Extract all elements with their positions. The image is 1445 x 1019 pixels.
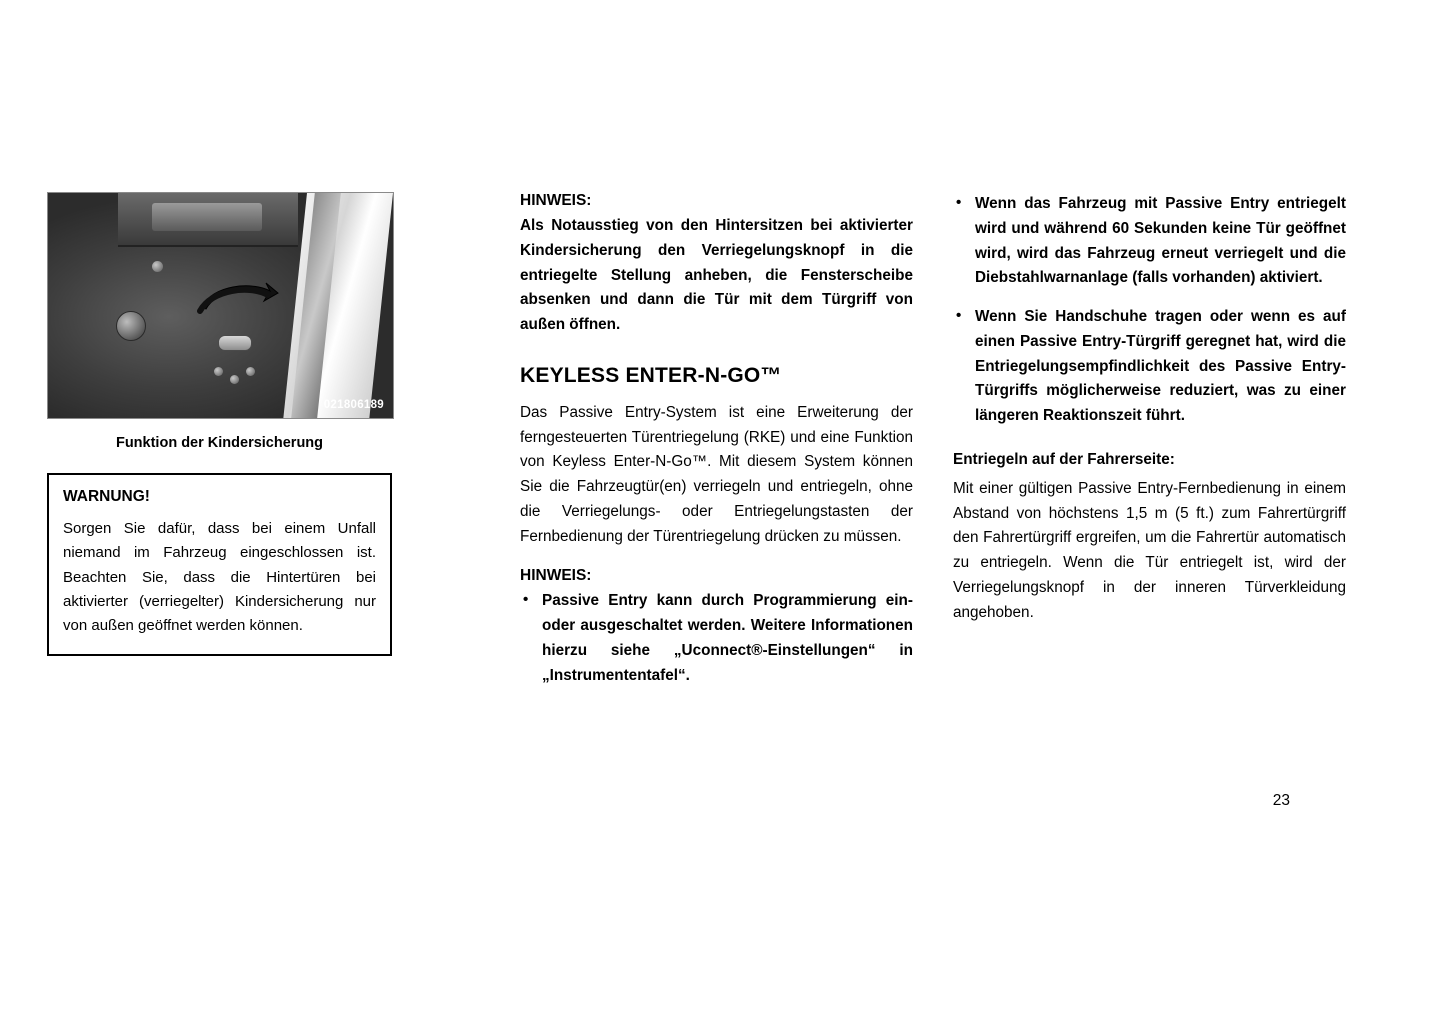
- page-columns: [47, 192, 1387, 688]
- column-left: [47, 192, 440, 688]
- note-label-2: HINWEIS:: [520, 567, 592, 585]
- detail-dot-icon: [152, 261, 163, 272]
- figure-caption: Funktion der Kindersicherung: [115, 435, 324, 451]
- note-text-1: Als Notausstieg von den Hintersitzen bei aktivierter Kindersicherung den Verriegelungsknopf in die entriegelte Stellung anheben, die Fensterscheibe absenken und dann die Tür mit dem Türgriff von außen öffnen.: [520, 217, 913, 334]
- lock-knob-icon: [218, 335, 252, 351]
- detail-dot-icon: [246, 367, 255, 376]
- detail-dot-icon: [230, 375, 239, 384]
- detail-dot-icon: [214, 367, 223, 376]
- column-middle: [520, 192, 913, 688]
- list-item: • Passive Entry kann durch Programmierung ein- oder ausgeschaltet werden. Weitere Informationen hierzu siehe „Uconnect®-Einstellungen“ in „Instrumententafel“.: [520, 589, 913, 688]
- rotation-arrow-icon: [194, 277, 280, 319]
- subheading-driver-unlock: Entriegeln auf der Fahrerseite:: [953, 450, 1175, 468]
- figure-code: 021806189: [323, 399, 384, 411]
- section-title-keyless-enter-n-go: KEYLESS ENTER-N-GO™: [520, 363, 782, 387]
- keyless-body-text: Das Passive Entry-System ist eine Erweiterung der ferngesteuerten Türentriegelung (RKE) und eine Funktion von Keyless Enter-N-Go™. Mit diesem System können Sie die Fahrzeugtür(en) verriegeln und entriegeln, ohne die Verriegelungs- oder Entriegelungstasten der Fernbedienung der Türentriegelung drücken zu müssen.: [520, 403, 913, 545]
- driver-unlock-body-text: Mit einer gültigen Passive Entry-Fernbedienung in einem Abstand von höchstens 1,5 m (5 ft.) zum Fahrertürgriff den Fahrertürgriff ergreifen, um die Fahrertür automatisch zu entriegeln. Wenn die Tür entriegelt ist, wird der Verriegelungsknopf in der inneren Türverkleidung angehoben.: [953, 479, 1346, 621]
- page-number: 23: [1272, 792, 1290, 809]
- warning-box: [47, 473, 392, 656]
- child-lock-figure: [47, 192, 394, 419]
- warning-title: WARNUNG!: [63, 488, 150, 505]
- note-label-1: HINWEIS:: [520, 192, 592, 209]
- list-item: • Wenn Sie Handschuhe tragen oder wenn es auf einen Passive Entry-Türgriff geregnet hat, wird die Entriegelungsempfindlichkeit des Passive Entry-Türgriffs möglicherweise reduziert, was zu einer längeren Reaktionszeit führt.: [953, 305, 1346, 429]
- screw-icon: [116, 311, 146, 341]
- warning-text: Sorgen Sie dafür, dass bei einem Unfall niemand im Fahrzeug eingeschlossen ist. Beachten Sie, dass die Hintertüren bei aktivierter (verriegelter) Kindersicherung nur von außen geöffnet werden können.: [63, 520, 376, 635]
- column-right: [953, 192, 1346, 688]
- door-top-trim: [118, 193, 298, 247]
- note-bullet-list: [520, 589, 913, 688]
- list-item: • Wenn das Fahrzeug mit Passive Entry entriegelt wird und während 60 Sekunden keine Tür geöffnet wird, wird das Fahrzeug erneut verriegelt und die Diebstahlwarnanlage (falls vorhanden) aktiviert.: [953, 192, 1346, 291]
- passive-entry-bullet-list: [953, 192, 1346, 429]
